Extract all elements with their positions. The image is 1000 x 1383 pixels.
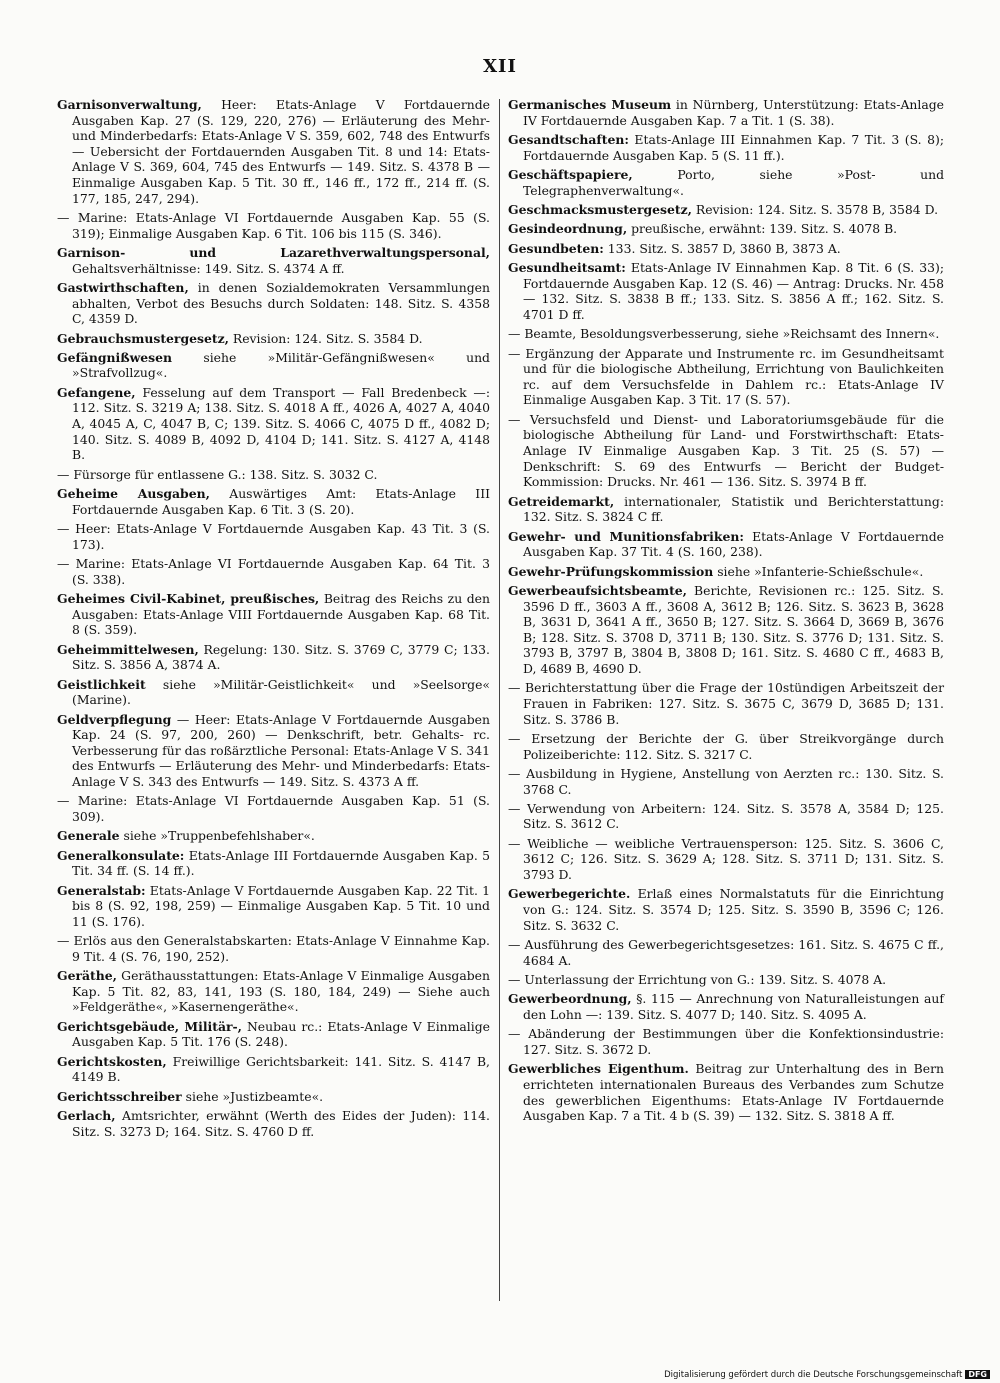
- index-entry: [57, 556, 490, 587]
- entry-headword: Geheimmittelwesen,: [57, 641, 199, 657]
- entry-headword: Gesundheitsamt:: [508, 260, 626, 276]
- index-entry: [508, 97, 944, 128]
- entry-headword: Geschmacksmustergesetz,: [508, 201, 692, 217]
- index-entry: [57, 331, 490, 347]
- entry-headword: Gesundbeten:: [508, 240, 604, 256]
- index-entry: [508, 346, 944, 408]
- entry-body: 133. Sitz. S. 3857 D, 3860 B, 3873 A.: [603, 240, 841, 256]
- entry-headword: Gesandtschaften:: [508, 131, 629, 147]
- entry-headword: Gerlach,: [57, 1108, 116, 1124]
- entry-body: Revision: 124. Sitz. S. 3578 B, 3584 D.: [691, 201, 939, 217]
- entry-body: — Verwendung von Arbeitern: 124. Sitz. S. 3578 A, 3584 D; 125. Sitz. S. 3612 C.: [508, 800, 944, 832]
- entry-headword: Gewerbliches Eigenthum.: [508, 1061, 689, 1077]
- index-entry: [508, 886, 944, 933]
- entry-body: — Weibliche — weibliche Vertrauensperson: 125. Sitz. S. 3606 C, 3612 C; 126. Sitz. S. 3629 A; 128. Sitz. S. 3711 D; 131. Sitz. S. 3793 D.: [508, 835, 944, 883]
- entry-headword: Gesindeordnung,: [508, 221, 628, 237]
- index-entry: [57, 467, 490, 483]
- entry-body: — Versuchsfeld und Dienst- und Laboratoriumsgebäude für die biologische Abtheilung für Land- und Forstwirthschaft: Etats-Anlage IV Einmalige Ausgaben Kap. 3 Tit. 25 (S. 57) — Denkschrift: S. 69 des Entwurfs — Bericht der Budget-Kommission: Drucks. Nr. 461 — 136. Sitz. S. 3974 B ff.: [508, 411, 944, 490]
- index-entry: [508, 1026, 944, 1057]
- index-entry: [57, 1019, 490, 1050]
- entry-body: Etats-Anlage IV Einnahmen Kap. 8 Tit. 6 (S. 33); Fortdauernde Ausgaben Kap. 12 (S. 46) — Antrag: Drucks. Nr. 458 — 132. Sitz. S. 3838 B ff.; 133. Sitz. S. 3856 A ff.; 162. Sitz. S. 4701 D ff.: [523, 260, 944, 322]
- entry-body: Revision: 124. Sitz. S. 3584 D.: [228, 330, 423, 346]
- entry-headword: Garnison- und Lazarethverwaltungspersonal,: [57, 244, 490, 260]
- entry-body: Etats-Anlage V Fortdauernde Ausgaben Kap. 22 Tit. 1 bis 8 (S. 92, 198, 259) — Einmalige Ausgaben Kap. 5 Tit. 10 und 11 (S. 176).: [72, 882, 490, 929]
- entry-headword: Generalkonsulate:: [57, 847, 185, 863]
- entry-body: Fesselung auf dem Transport — Fall Bredenbeck —: 112. Sitz. S. 3219 A; 138. Sitz. S. 4018 A ff., 4026 A, 4027 A, 4040 A, 4045 A, C, 4047 B, C; 139. Sitz. S. 4066 C, 4075 D ff., 4082 D; 140. Sitz. S. 4089 B, 4092 D, 4104 D; 141. Sitz. S. 4127 A, 4148 B.: [72, 384, 490, 463]
- index-entry: [57, 828, 490, 844]
- entry-body: Etats-Anlage III Einnahmen Kap. 7 Tit. 3 (S. 8); Fortdauernde Ausgaben Kap. 5 (S. 11 ff.).: [523, 131, 944, 163]
- entry-headword: Getreidemarkt,: [508, 493, 615, 509]
- entry-body: siehe »Militär-Gefängnißwesen« und »Strafvollzug«.: [72, 349, 490, 381]
- entry-body: — Beamte, Besoldungsverbesserung, siehe »Reichsamt des Innern«.: [508, 326, 940, 342]
- index-entry: [508, 680, 944, 727]
- index-entry: [57, 521, 490, 552]
- index-entry: [508, 583, 944, 677]
- index-entry: [508, 731, 944, 762]
- entry-body: Erlaß eines Normalstatuts für die Einrichtung von G.: 124. Sitz. S. 3574 D; 125. Sitz. S. 3590 B, 3596 C; 126. Sitz. S. 3632 C.: [523, 886, 944, 933]
- entry-headword: Gerichtsgebäude, Militär-,: [57, 1018, 242, 1034]
- entry-body: in denen Sozialdemokraten Versammlungen abhalten, Verbot des Besuchs durch Soldaten: 148. Sitz. S. 4358 C, 4359 D.: [72, 279, 490, 327]
- page-number: XII: [483, 56, 517, 77]
- entry-body: preußische, erwähnt: 139. Sitz. S. 4078 B.: [627, 221, 898, 237]
- index-entry: [57, 793, 490, 824]
- entry-headword: Gastwirthschaften,: [57, 279, 189, 295]
- entry-headword: Gewerbeordnung,: [508, 991, 632, 1007]
- entry-headword: Germanisches Museum: [508, 97, 672, 112]
- index-entry: [57, 712, 490, 790]
- index-entry: [508, 1061, 944, 1123]
- index-entry: [508, 202, 944, 218]
- entry-headword: Generalstab:: [57, 882, 146, 898]
- entry-headword: Garnisonverwaltung,: [57, 97, 202, 112]
- entry-headword: Gebrauchsmustergesetz,: [57, 330, 229, 346]
- entry-body: Amtsrichter, erwähnt (Werth des Eides der Juden): 114. Sitz. S. 3273 D; 164. Sitz. S. 4760 D ff.: [72, 1108, 490, 1139]
- entry-body: — Marine: Etats-Anlage VI Fortdauernde Ausgaben Kap. 55 (S. 319); Einmalige Ausgaben Kap. 6 Tit. 106 bis 115 (S. 346).: [57, 209, 490, 241]
- entry-body: §. 115 — Anrechnung von Naturalleistungen auf den Lohn —: 139. Sitz. S. 4077 D; 140. Sitz. S. 4095 A.: [523, 991, 944, 1022]
- entry-body: internationaler, Statistik und Berichterstattung: 132. Sitz. S. 3824 C ff.: [523, 493, 944, 525]
- index-entry: [57, 933, 490, 964]
- entry-body: in Nürnberg, Unterstützung: Etats-Anlage IV Fortdauernde Ausgaben Kap. 7 a Tit. 1 (S. 38).: [523, 97, 944, 128]
- entry-body: — Ersetzung der Berichte der G. über Streikvorgänge durch Polizeiberichte: 112. Sitz. S. 3217 C.: [508, 730, 944, 762]
- entry-body: Auswärtiges Amt: Etats-Anlage III Fortdauernde Ausgaben Kap. 6 Tit. 3 (S. 20).: [72, 486, 490, 517]
- index-entry: [508, 529, 944, 560]
- entry-body: — Abänderung der Bestimmungen über die Konfektionsindustrie: 127. Sitz. S. 3672 D.: [508, 1026, 944, 1057]
- entry-body: siehe »Truppenbefehlshaber«.: [119, 828, 315, 844]
- entry-body: Heer: Etats-Anlage V Fortdauernde Ausgaben Kap. 27 (S. 129, 220, 276) — Erläuterung des Mehr- und Minderbedarfs: Etats-Anlage V S. 359, 602, 748 des Entwurfs — Uebersicht der Fortdauernden Ausgaben Tit. 8 und 14: Etats-Anlage V S. 369, 604, 745 des Entwurfs — 149. Sitz. S. 4378 B — Einmalige Ausgaben Kap. 5 Tit. 30 ff., 146 ff., 172 ff., 214 ff. (S. 177, 185, 247, 294).: [72, 97, 490, 206]
- entry-body: Regelung: 130. Sitz. S. 3769 C, 3779 C; 133. Sitz. S. 3856 A, 3874 A.: [72, 641, 490, 673]
- index-entry: [508, 836, 944, 883]
- index-entry: [57, 245, 490, 276]
- index-entry: [57, 848, 490, 879]
- entry-body: — Marine: Etats-Anlage VI Fortdauernde Ausgaben Kap. 51 (S. 309).: [57, 793, 490, 824]
- entry-body: Etats-Anlage III Fortdauernde Ausgaben Kap. 5 Tit. 34 ff. (S. 14 ff.).: [72, 847, 490, 879]
- entry-headword: Gewehr- und Munitionsfabriken:: [508, 528, 744, 544]
- entry-headword: Geheime Ausgaben,: [57, 486, 210, 502]
- entry-headword: Geräthe,: [57, 968, 117, 984]
- index-entry: [508, 564, 944, 580]
- entry-body: Etats-Anlage V Fortdauernde Ausgaben Kap. 37 Tit. 4 (S. 160, 238).: [523, 528, 945, 560]
- entry-headword: Geistlichkeit: [57, 676, 146, 692]
- right-column: [508, 97, 944, 1128]
- index-entry: [508, 937, 944, 968]
- entry-headword: Gewehr-Prüfungskommission: [508, 563, 714, 579]
- entry-body: — Ausbildung in Hygiene, Anstellung von Aerzten rc.: 130. Sitz. S. 3768 C.: [508, 765, 944, 797]
- index-entry: [508, 221, 944, 237]
- index-entry: [508, 132, 944, 163]
- index-entry: [57, 210, 490, 241]
- index-entry: [57, 1108, 490, 1139]
- entry-body: Freiwillige Gerichtsbarkeit: 141. Sitz. S. 4147 B, 4149 B.: [72, 1053, 490, 1085]
- entry-body: Porto, siehe »Post- und Telegraphenverwaltung«.: [523, 166, 944, 198]
- entry-body: — Unterlassung der Errichtung von G.: 139. Sitz. S. 4078 A.: [508, 972, 887, 988]
- entry-headword: Gefängnißwesen: [57, 349, 173, 365]
- entry-body: — Berichterstattung über die Frage der 10stündigen Arbeitszeit der Frauen in Fabriken: 127. Sitz. S. 3675 C, 3679 D, 3685 D; 131. Sitz. S. 3786 B.: [508, 680, 944, 727]
- index-entry: [57, 350, 490, 381]
- index-entry: [57, 883, 490, 930]
- entry-headword: Gewerbeaufsichtsbeamte,: [508, 582, 687, 598]
- left-column: [57, 97, 490, 1143]
- entry-body: Neubau rc.: Etats-Anlage V Einmalige Ausgaben Kap. 5 Tit. 176 (S. 248).: [72, 1018, 490, 1050]
- entry-body: siehe »Justizbeamte«.: [181, 1088, 324, 1104]
- entry-headword: Geschäftspapiere,: [508, 166, 633, 182]
- index-entry: [57, 280, 490, 327]
- entry-body: Gehaltsverhältnisse: 149. Sitz. S. 4374 A ff.: [72, 260, 345, 276]
- entry-headword: Geheimes Civil-Kabinet, preußisches,: [57, 590, 320, 606]
- index-entry: [57, 968, 490, 1015]
- index-entry: [57, 97, 490, 206]
- column-divider: [499, 99, 500, 1301]
- entry-body: — Ausführung des Gewerbegerichtsgesetzes: 161. Sitz. S. 4675 C ff., 4684 A.: [508, 937, 944, 968]
- index-entry: [57, 642, 490, 673]
- entry-body: siehe »Infanterie-Schießschule«.: [713, 563, 924, 579]
- entry-body: Beitrag zur Unterhaltung des in Bern errichteten internationalen Bureaus des Verbandes zum Schutze des gewerblichen Eigenthums: Etats-Anlage IV Fortdauernde Ausgaben Kap. 7 a Tit. 4 b (S. 39) — 132. Sitz. S. 3818 A ff.: [523, 1061, 945, 1124]
- entry-headword: Generale: [57, 828, 120, 844]
- entry-body: siehe »Militär-Geistlichkeit« und »Seelsorge« (Marine).: [72, 676, 490, 708]
- entry-body: — Erlös aus den Generalstabskarten: Etats-Anlage V Einnahme Kap. 9 Tit. 4 (S. 76, 190, 252).: [57, 933, 490, 964]
- index-entry: [57, 1089, 490, 1105]
- index-entry: [508, 991, 944, 1022]
- index-entry: [57, 385, 490, 463]
- footer: [560, 1370, 990, 1380]
- index-entry: [508, 494, 944, 525]
- index-entry: [508, 241, 944, 257]
- entry-headword: Gefangene,: [57, 384, 136, 400]
- index-entry: [508, 801, 944, 832]
- entry-body: Geräthausstattungen: Etats-Anlage V Einmalige Ausgaben Kap. 5 Tit. 82, 83, 141, 193 (S. 180, 184, 249) — Siehe auch »Feldgeräthe«, »Kasernengeräthe«.: [72, 968, 490, 1015]
- entry-body: — Heer: Etats-Anlage V Fortdauernde Ausgaben Kap. 24 (S. 97, 200, 260) — Denkschrift, betr. Gehalts- rc. Verbesserung für das roßärztliche Personal: Etats-Anlage V S. 341 des Entwurfs — Erläuterung des Mehr- und Minderbedarfs: Etats-Anlage V S. 343 des Entwurfs — 149. Sitz. S. 4373 A ff.: [72, 711, 490, 789]
- entry-body: Beitrag des Reichs zu den Ausgaben: Etats-Anlage VIII Fortdauernde Ausgaben Kap. 68 Tit. 8 (S. 359).: [72, 590, 490, 638]
- dfg-logo: DFG: [965, 1370, 990, 1379]
- entry-headword: Gewerbegerichte.: [508, 886, 631, 902]
- entry-body: — Heer: Etats-Anlage V Fortdauernde Ausgaben Kap. 43 Tit. 3 (S. 173).: [57, 521, 490, 552]
- entry-headword: Gerichtskosten,: [57, 1053, 167, 1069]
- index-entry: [57, 486, 490, 517]
- index-entry: [508, 260, 944, 322]
- entry-headword: Geldverpflegung: [57, 711, 172, 727]
- index-entry: [508, 167, 944, 198]
- index-entry: [57, 1054, 490, 1085]
- entry-body: — Ergänzung der Apparate und Instrumente rc. im Gesundheitsamt und für die biologische Abtheilung, Errichtung von Baulichkeiten rc. auf dem Versuchsfelde in Dahlem rc.: Etats-Anlage IV Einmalige Ausgaben Kap. 3 Tit. 17 (S. 57).: [508, 345, 944, 408]
- index-entry: [57, 677, 490, 708]
- index-entry: [508, 326, 944, 342]
- index-entry: [57, 591, 490, 638]
- index-entry: [508, 412, 944, 490]
- entry-headword: Gerichtsschreiber: [57, 1088, 182, 1104]
- index-entry: [508, 972, 944, 988]
- index-entry: [508, 766, 944, 797]
- entry-body: — Marine: Etats-Anlage VI Fortdauernde Ausgaben Kap. 64 Tit. 3 (S. 338).: [57, 556, 490, 587]
- entry-body: Berichte, Revisionen rc.: 125. Sitz. S. 3596 D ff., 3603 A ff., 3608 A, 3612 B; 126. Sitz. S. 3623 B, 3628 B, 3631 D, 3641 A ff., 3650 B; 127. Sitz. S. 3664 D, 3669 B, 3676 B; 128. Sitz. S. 3708 D, 3711 B; 130. Sitz. S. 3776 D; 131. Sitz. S. 3793 B, 3797 B, 3804 B, 3808 D; 161. Sitz. S. 4680 C ff., 4683 B, D, 4689 B, 4690 D.: [523, 582, 944, 676]
- entry-body: — Fürsorge für entlassene G.: 138. Sitz. S. 3032 C.: [57, 466, 378, 482]
- footer-credit: Digitalisierung gefördert durch die Deutsche Forschungsgemeinschaft: [664, 1370, 963, 1380]
